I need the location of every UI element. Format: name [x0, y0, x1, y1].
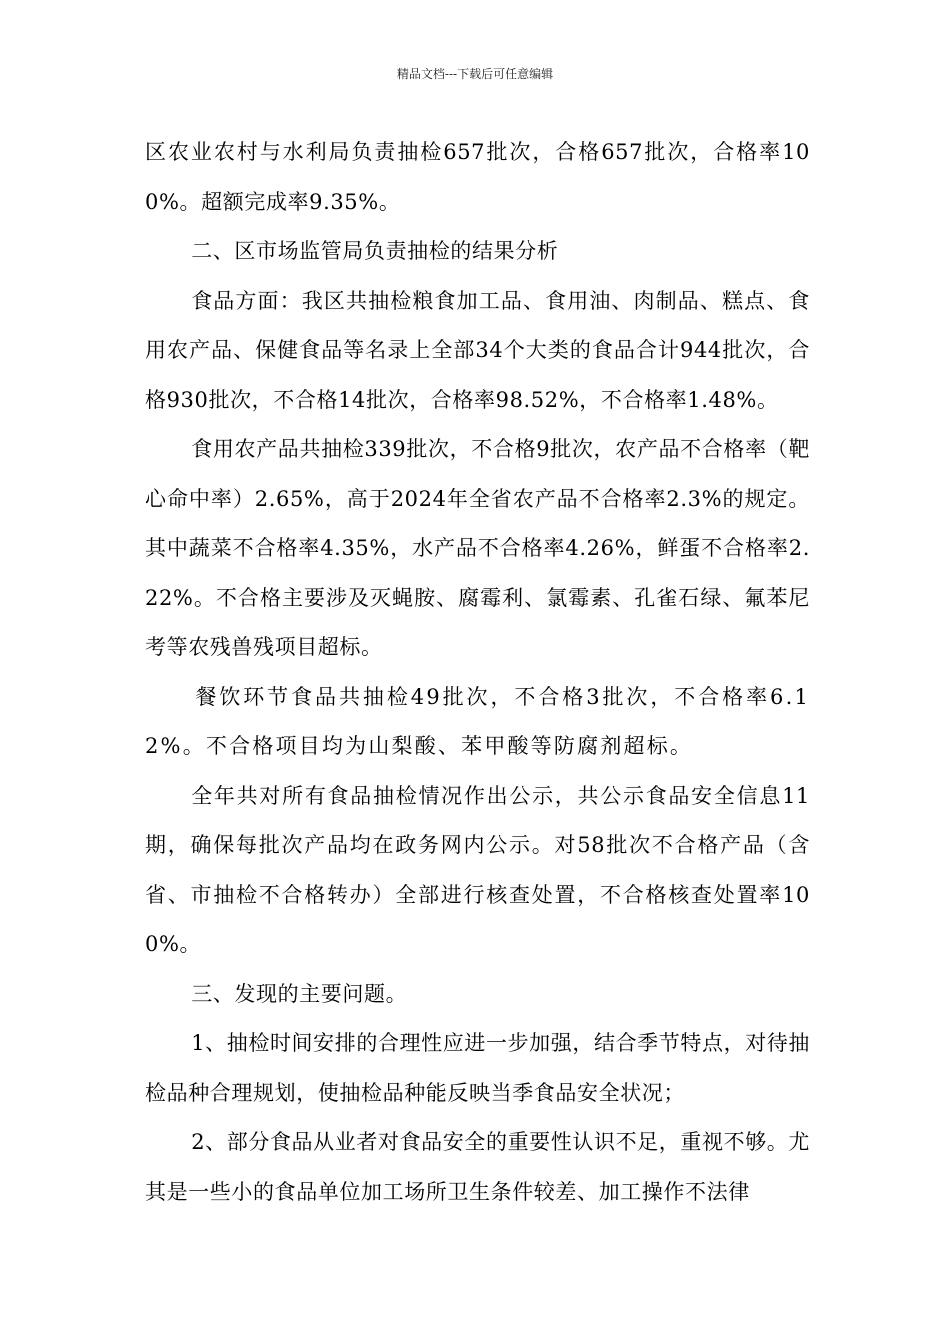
section-heading-market-supervision: 二、区市场监管局负责抽检的结果分析 — [191, 239, 559, 263]
paragraph-agriculture-result: 区农业农村与水利局负责抽检657批次，合格657批次，合格率100%。超额完成率9.35%。 — [145, 140, 810, 214]
paragraph-publicity: 全年共对所有食品抽检情况作出公示，共公示食品安全信息11期，确保每批次产品均在政务网内公示。对58批次不合格产品（含省、市抽检不合格转办）全部进行核查处置，不合格核查处置率100%。 — [145, 783, 810, 956]
page-header: 精品文档---下载后可任意编辑 — [396, 67, 554, 81]
section-heading-main-problems: 三、发现的主要问题。 — [191, 981, 408, 1006]
paragraph-catering: 餐饮环节食品共抽检49批次，不合格3批次，不合格率6.12%。不合格项目均为山梨酸、苯甲酸等防腐剂超标。 — [145, 684, 810, 758]
problem-item-1: 1、抽检时间安排的合理性应进一步加强，结合季节特点，对待抽检品种合理规划，使抽检品种能反映当季食品安全状况； — [145, 1031, 810, 1105]
problem-item-2: 2、部分食品从业者对食品安全的重要性认识不足，重视不够。尤其是一些小的食品单位加工场所卫生条件较差、加工操作不法律 — [145, 1130, 810, 1204]
paragraph-agricultural-products: 食用农产品共抽检339批次，不合格9批次，农产品不合格率（靶心命中率）2.65%，高于2024年全省农产品不合格率2.3%的规定。其中蔬菜不合格率4.35%，水产品不合格率4.26%，鲜蛋不合格率2.22%。不合格主要涉及灭蝇胺、腐霉利、氯霉素、孔雀石绿、氟苯尼考等农残兽残项目超标。 — [145, 437, 810, 659]
paragraph-food-overview: 食品方面：我区共抽检粮食加工品、食用油、肉制品、糕点、食用农产品、保健食品等名录上全部34个大类的食品合计944批次，合格930批次，不合格14批次，合格率98.52%，不合格率1.48%。 — [145, 288, 810, 412]
document-body — [145, 128, 810, 1217]
